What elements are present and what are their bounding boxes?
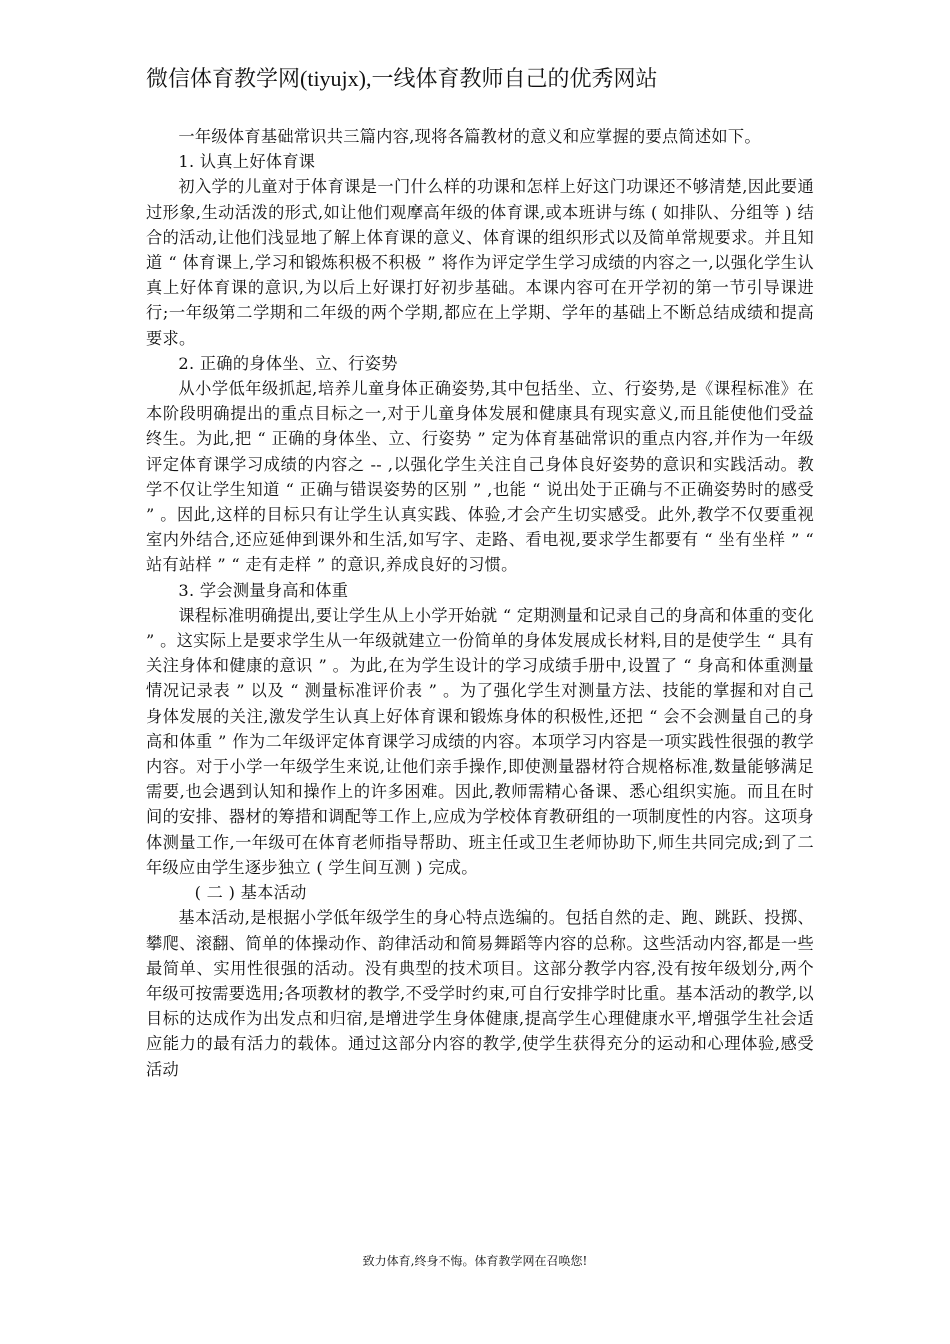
section-3-paragraph: 课程标准明确提出,要让学生从上小学开始就 “ 定期测量和记录自己的身高和体重的变化 ” 。这实际上是要求学生从一年级就建立一份简单的身体发展成长材料,目的是使学生 “ 具有关注身体和健康的意识 ” 。为此,在为学生设计的学习成绩手册中,设置了 “ 身高和体重测量情况记录表 ” 以及 “ 测量标准评价表 ” 。为了强化学生对测量方法、技能的掌握和对自己身体发展的关注,激发学生认真上好体育课和锻炼身体的积极性,还把 “ 会不会测量自己的身高和体重 ” 作为二年级评定体育课学习成绩的内容。本项学习内容是一项实践性很强的教学内容。对于小学一年级学生来说,让他们亲手操作,即使测量器材符合规格标准,数量能够满足需要,也会遇到认知和操作上的许多困难。因此,教师需精心备课、悉心组织实施。而且在时间的安排、器材的筹措和调配等工作上,应成为学校体育教研组的一项制度性的内容。这项身体测量工作,一年级可在体育老师指导帮助、班主任或卫生老师协助下,师生共同完成;到了二年级应由学生逐步独立 ( 学生间互测 ) 完成。 [146,605,814,877]
document-body [146,124,814,1082]
intro-paragraph: 一年级体育基础常识共三篇内容,现将各篇教材的意义和应掌握的要点简述如下。 [178,127,761,146]
part-2-paragraph: 基本活动,是根据小学低年级学生的身心特点选编的。包括自然的走、跑、跳跃、投掷、攀爬、滚翻、简单的体操动作、韵律活动和简易舞蹈等内容的总称。这些活动内容,都是一些最简单、实用性很强的活动。没有典型的技术项目。这部分教学内容,没有按年级划分,两个年级可按需要选用;各项教材的教学,不受学时约束,可自行安排学时比重。基本活动的教学,以目标的达成作为出发点和归宿,是增进学生身体健康,提高学生心理健康水平,增强学生社会适应能力的最有活力的载体。通过这部分内容的教学,使学生获得充分的运动和心理体验,感受活动 [146,908,814,1079]
page-footer: 致力体育,终身不悔。体育教学网在召唤您! [362,1254,588,1268]
page-title: 微信体育教学网(tiyujx),一线体育教师自己的优秀网站 [146,66,658,91]
section-1-paragraph: 初入学的儿童对于体育课是一门什么样的功课和怎样上好这门功课还不够清楚,因此要通过形象,生动活泼的形式,如让他们观摩高年级的体育课,或本班讲与练 ( 如排队、分组等 ) 结合的活动,让他们浅显地了解上体育课的意义、体育课的组织形式以及简单常规要求。并且知道 “ 体育课上,学习和锻炼积极不积极 ” 将作为评定学生学习成绩的内容之一,以强化学生认真上好体育课的意识,为以后上好课打好初步基础。本课内容可在开学初的第一节引导课进行;一年级第二学期和二年级的两个学期,都应在上学期、学年的基础上不断总结成绩和提高要求。 [146,177,814,348]
part-2-heading: ( 二 ) 基本活动 [194,883,307,903]
section-3-heading: 3. 学会测量身高和体重 [178,580,349,600]
section-1-heading: 1. 认真上好体育课 [178,152,316,172]
section-2-heading: 2. 正确的身体坐、立、行姿势 [178,353,398,373]
section-2-paragraph: 从小学低年级抓起,培养儿童身体正确姿势,其中包括坐、立、行姿势,是《课程标准》在本阶段明确提出的重点目标之一,对于儿童身体发展和健康具有现实意义,而且能使他们受益终生。为此,把 “ 正确的身体坐、立、行姿势 ” 定为体育基础常识的重点内容,并作为一年级评定体育课学习成绩的内容之 -- ,以强化学生关注自己身体良好姿势的意识和实践活动。教学不仅让学生知道 “ 正确与错误姿势的区别 ” ,也能 “ 说出处于正确与不正确姿势时的感受 ” 。因此,这样的目标只有让学生认真实践、体验,才会产生切实感受。此外,教学不仅要重视室内外结合,还应延伸到课外和生活,如写字、走路、看电视,要求学生都要有 “ 坐有坐样 ” “ 站有站样 ” “ 走有走样 ” 的意识,养成良好的习惯。 [146,379,814,575]
